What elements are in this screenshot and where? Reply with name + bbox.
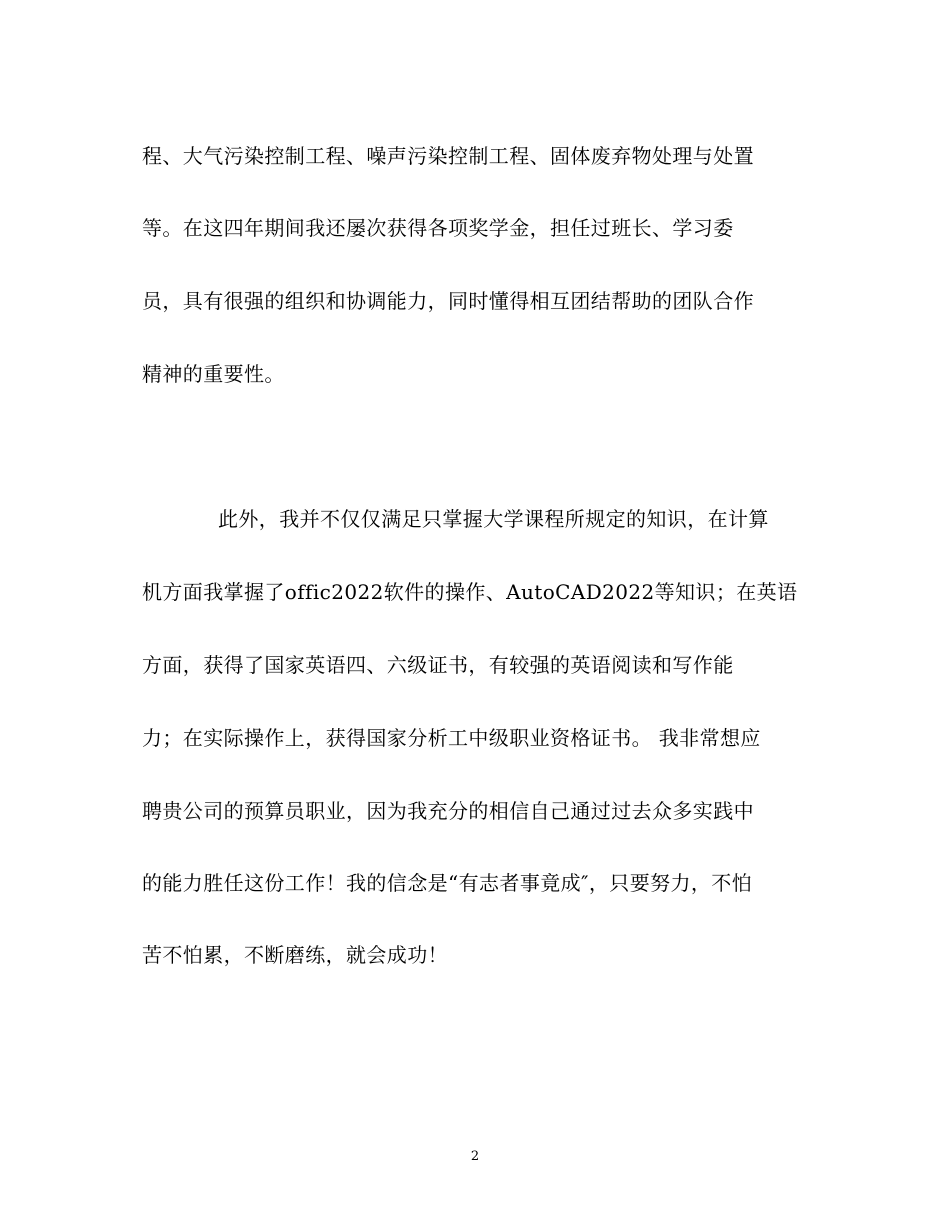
paragraph-1-line-1: 程、大气污染控制工程、噪声污染控制工程、固体废弃物处理与处置 xyxy=(142,144,754,168)
paragraph-2-line-6: 的能力胜任这份工作！我的信念是“有志者事竟成″，只要努力，不怕 xyxy=(142,871,753,895)
paragraph-2-line-2: 机方面我掌握了offic2022软件的操作、AutoCAD2022等知识；在英语 xyxy=(142,580,798,604)
paragraph-2-line-3: 方面，获得了国家英语四、六级证书，有较强的英语阅读和写作能 xyxy=(142,653,734,677)
paragraph-2-line-7: 苦不怕累，不断磨练，就会成功！ xyxy=(142,943,448,967)
paragraph-1-line-2: 等。在这四年期间我还屡次获得各项奖学金，担任过班长、学习委 xyxy=(142,216,734,240)
paragraph-2-line-4: 力；在实际操作上，获得国家分析工中级职业资格证书。 我非常想应 xyxy=(142,726,761,750)
paragraph-2-line-1: 此外，我并不仅仅满足只掌握大学课程所规定的知识，在计算 xyxy=(218,507,769,531)
paragraph-1-line-3: 员，具有很强的组织和协调能力，同时懂得相互团结帮助的团队合作 xyxy=(142,289,754,313)
paragraph-1-line-4: 精神的重要性。 xyxy=(142,362,285,386)
paragraph-2-line-5: 聘贵公司的预算员职业，因为我充分的相信自己通过过去众多实践中 xyxy=(142,799,754,823)
page-number: 2 xyxy=(470,1149,480,1164)
